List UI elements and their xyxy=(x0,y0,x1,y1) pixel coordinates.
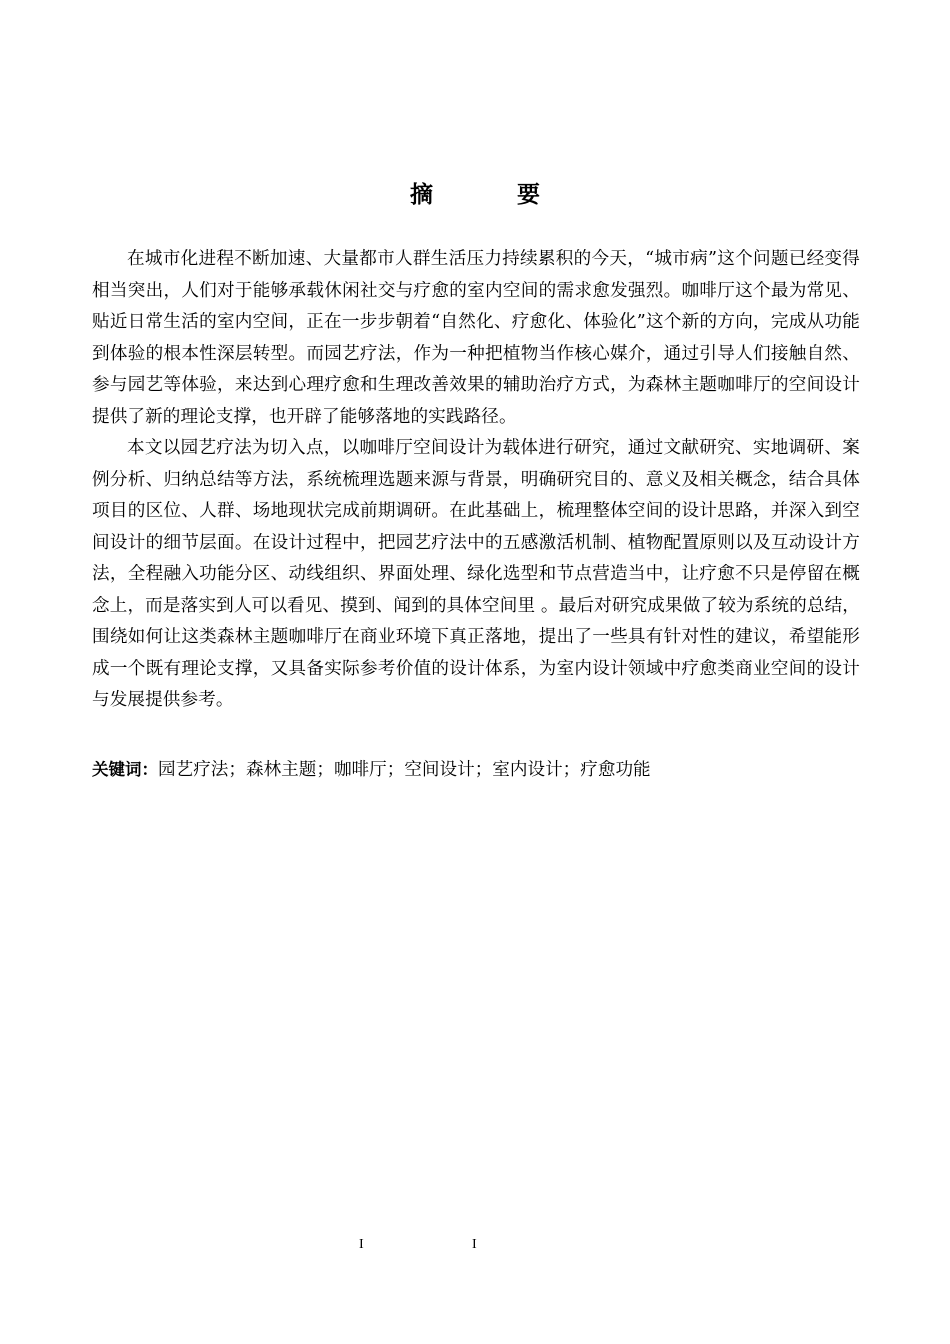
keywords-label: 关键词： xyxy=(92,760,158,779)
keywords-text: 园艺疗法；森林主题；咖啡厅；空间设计；室内设计；疗愈功能 xyxy=(158,760,651,780)
page-number-left: I xyxy=(359,1237,364,1252)
keywords-line xyxy=(92,756,860,784)
abstract-paragraph-2: 本文以园艺疗法为切入点，以咖啡厅空间设计为载体进行研究，通过文献研究、实地调研、案例分析、归纳总结等方法，系统梳理选题来源与背景，明确研究目的、意义及相关概念，结合具体项目的区位、人群、场地现状完成前期调研。在此基础上，梳理整体空间的设计思路，并深入到空间设计的细节层面。在设计过程中，把园艺疗法中的五感激活机制、植物配置原则以及互动设计方法，全程融入功能分区、动线组织、界面处理、绿化选型和节点营造当中，让疗愈不只是停留在概念上，而是落实到人可以看见、摸到、闻到的具体空间里 。最后对研究成果做了较为系统的总结，围绕如何让这类森林主题咖啡厅在商业环境下真正落地，提出了一些具有针对性的建议，希望能形成一个既有理论支撑，又具备实际参考价值的设计体系，为室内设计领域中疗愈类商业空间的设计与发展提供参考。 xyxy=(92,438,860,710)
page-title: 摘 要 xyxy=(409,182,578,208)
abstract-body xyxy=(92,244,860,717)
page-number-right: I xyxy=(472,1237,477,1252)
abstract-paragraph-1: 在城市化进程不断加速、大量都市人群生活压力持续累积的今天，“城市病”这个问题已经变得相当突出，人们对于能够承载休闲社交与疗愈的室内空间的需求愈发强烈。咖啡厅这个最为常见、贴近日常生活的室内空间，正在一步步朝着“自然化、疗愈化、体验化”这个新的方向，完成从功能到体验的根本性深层转型。而园艺疗法，作为一种把植物当作核心媒介，通过引导人们接触自然、参与园艺等体验，来达到心理疗愈和生理改善效果的辅助治疗方式，为森林主题咖啡厅的空间设计提供了新的理论支撑，也开辟了能够落地的实践路径。 xyxy=(92,249,860,427)
